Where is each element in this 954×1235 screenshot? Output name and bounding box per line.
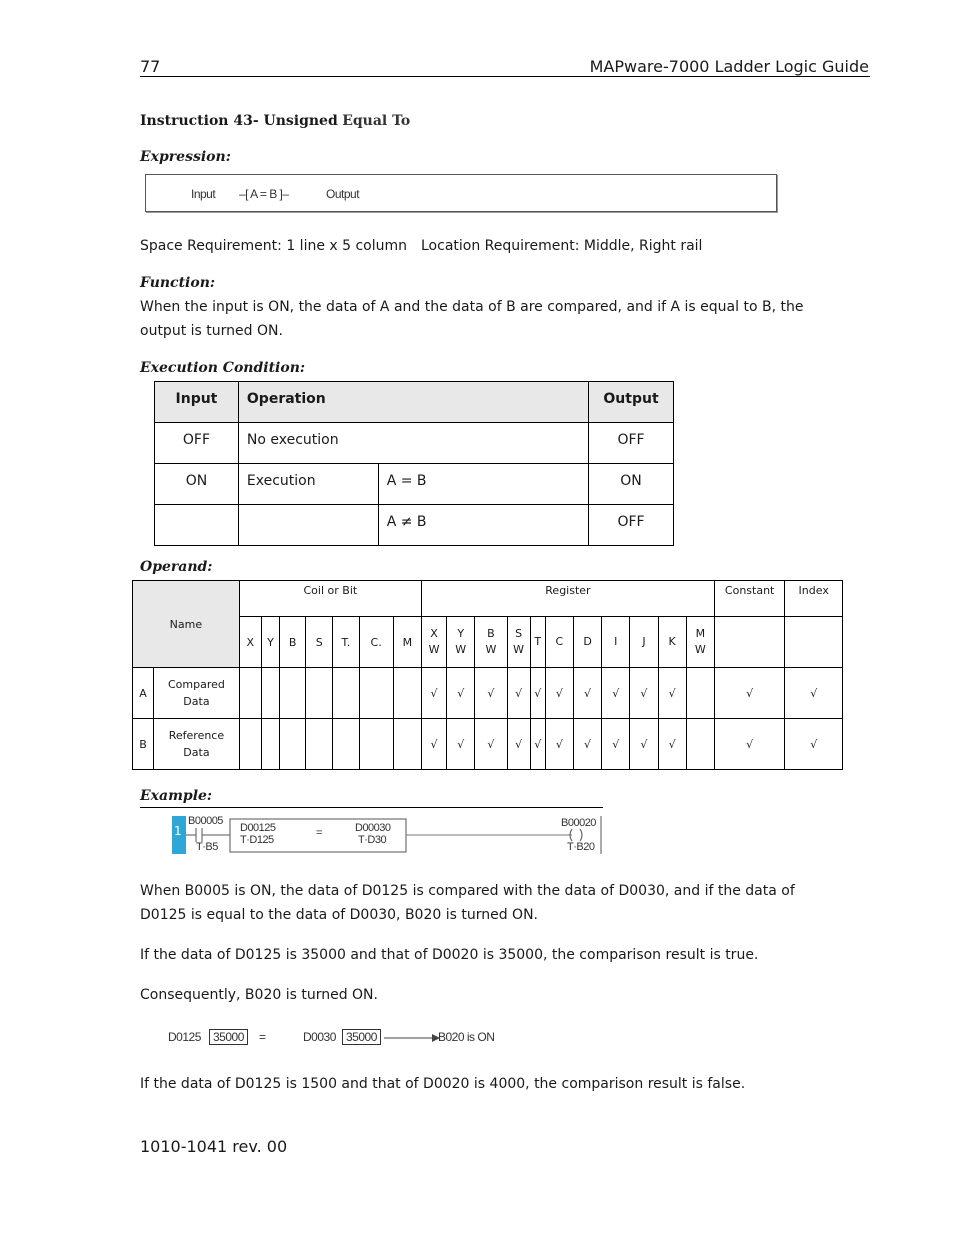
operand-register-col: K	[658, 617, 686, 668]
operand-index-cell: √	[785, 719, 843, 770]
operand-index-cell: √	[785, 668, 843, 719]
exec-header-row	[155, 382, 674, 423]
operand-register-col: Y W	[447, 617, 475, 668]
operand-register-cell: √	[658, 668, 686, 719]
operand-b-tag: T·D30	[358, 834, 387, 846]
comparison-figure	[168, 1028, 508, 1048]
exec-header-input: Input	[155, 382, 239, 423]
operand-register-cell: √	[447, 719, 475, 770]
operand-coil-col: Y	[261, 617, 279, 668]
comparison-b-value: 35000	[342, 1029, 381, 1045]
exec-operation	[238, 505, 378, 546]
example-label: Example:	[140, 788, 213, 804]
operand-coil-cell	[239, 668, 261, 719]
operand-register-col: D	[573, 617, 601, 668]
table-row	[133, 668, 843, 719]
exec-input: ON	[155, 464, 239, 505]
operand-coil-col: T.	[333, 617, 359, 668]
operand-register-cell: √	[545, 719, 573, 770]
operand-name-header: Name	[133, 581, 240, 668]
exec-header-operation: Operation	[238, 382, 588, 423]
table-row	[155, 464, 674, 505]
table-row	[155, 505, 674, 546]
coil-address: B00020	[561, 817, 596, 829]
operand-coil-cell	[359, 668, 393, 719]
operand-constant-cell: √	[714, 719, 784, 770]
operand-register-cell: √	[530, 719, 545, 770]
operand-coil-cell	[280, 719, 306, 770]
operand-register-cell: √	[545, 668, 573, 719]
instruction-title-bold: Instruction 43- Unsigned	[140, 113, 338, 129]
arrow-right-icon	[384, 1032, 440, 1044]
operand-label: Operand:	[140, 559, 213, 575]
operand-coil-cell	[333, 668, 359, 719]
function-text-line2: output is turned ON.	[140, 323, 283, 339]
operand-coil-cell	[333, 719, 359, 770]
operand-register-col: S W	[507, 617, 530, 668]
execution-condition-table	[154, 381, 674, 546]
operand-register-cell: √	[447, 668, 475, 719]
operand-row-id: B	[133, 719, 154, 770]
comparison-operator: =	[259, 1030, 266, 1044]
operand-table	[132, 580, 843, 770]
expression-output: Output	[326, 187, 360, 201]
operand-row-name: Compared Data	[154, 668, 240, 719]
operand-register-cell: √	[507, 719, 530, 770]
exec-output: OFF	[589, 505, 674, 546]
ladder-rung-graphic	[170, 814, 604, 856]
operand-coil-cell	[261, 668, 279, 719]
operand-register-cell: √	[630, 719, 658, 770]
operand-register-cell: √	[475, 668, 507, 719]
operand-coil-cell	[393, 668, 421, 719]
exec-header-output: Output	[589, 382, 674, 423]
operand-register-col: X W	[421, 617, 446, 668]
function-label: Function:	[140, 275, 216, 291]
operand-register-cell: √	[507, 668, 530, 719]
execution-condition-label: Execution Condition:	[140, 360, 306, 376]
operand-coil-cell	[280, 668, 306, 719]
operand-register-cell: √	[573, 668, 601, 719]
example-rule	[140, 807, 603, 808]
comparison-result: B020 is ON	[438, 1030, 495, 1044]
coil-tag: T·B20	[567, 841, 595, 853]
operand-a-address: D00125	[240, 822, 276, 834]
comparison-b-label: D0030	[303, 1030, 336, 1044]
operand-register-col: J	[630, 617, 658, 668]
paragraph-4: If the data of D0125 is 1500 and that of D0020 is 4000, the comparison result is false.	[140, 1076, 746, 1092]
operand-coil-cell	[239, 719, 261, 770]
operand-row-id: A	[133, 668, 154, 719]
operand-group-register: Register	[421, 581, 714, 617]
exec-output: OFF	[589, 423, 674, 464]
operand-group-row	[133, 581, 843, 617]
footer-doc-number: 1010-1041 rev. 00	[140, 1137, 288, 1156]
operand-register-col: T	[530, 617, 545, 668]
space-requirement: Space Requirement: 1 line x 5 column	[140, 238, 408, 254]
instruction-title	[140, 113, 410, 129]
operand-register-cell	[686, 719, 714, 770]
function-text-line1: When the input is ON, the data of A and the data of B are compared, and if A is equal to B, the	[140, 299, 804, 315]
operand-register-cell: √	[602, 668, 630, 719]
operand-a-tag: T·D125	[240, 834, 274, 846]
comparison-a-label: D0125	[168, 1030, 201, 1044]
contact-address: B00005	[188, 815, 223, 827]
operand-coil-cell	[393, 719, 421, 770]
operand-constant-cell: √	[714, 668, 784, 719]
operand-coil-col: X	[239, 617, 261, 668]
operand-register-col: B W	[475, 617, 507, 668]
exec-output: ON	[589, 464, 674, 505]
exec-operation: Execution	[238, 464, 378, 505]
operand-subheader-row	[133, 617, 843, 668]
operand-register-col: M W	[686, 617, 714, 668]
operand-row-name: Reference Data	[154, 719, 240, 770]
location-requirement: Location Requirement: Middle, Right rail	[421, 238, 703, 254]
instruction-title-rest: Equal To	[342, 113, 411, 129]
table-row	[133, 719, 843, 770]
expression-label: Expression:	[140, 149, 231, 165]
page-number: 77	[140, 57, 161, 76]
operand-coil-col: M	[393, 617, 421, 668]
expression-input: Input	[191, 187, 216, 201]
operand-coil-cell	[261, 719, 279, 770]
exec-condition: A ≠ B	[378, 505, 588, 546]
operand-group-index: Index	[785, 581, 843, 617]
paragraph-1-line1: When B0005 is ON, the data of D0125 is compared with the data of D0030, and if the data of	[140, 883, 795, 899]
paragraph-3: Consequently, B020 is turned ON.	[140, 987, 378, 1003]
example-operator: =	[316, 827, 322, 839]
operand-register-cell: √	[530, 668, 545, 719]
operand-coil-col: S	[306, 617, 333, 668]
operand-register-cell: √	[602, 719, 630, 770]
operand-constant-blank	[714, 617, 784, 668]
operand-register-cell: √	[475, 719, 507, 770]
operand-register-cell: √	[630, 668, 658, 719]
expression-box	[145, 174, 777, 212]
exec-operation: No execution	[238, 423, 588, 464]
paragraph-2: If the data of D0125 is 35000 and that of D0020 is 35000, the comparison result is true.	[140, 947, 759, 963]
table-row	[155, 423, 674, 464]
example-ladder-figure	[170, 814, 604, 856]
comparison-a-value: 35000	[209, 1029, 248, 1045]
operand-coil-cell	[306, 668, 333, 719]
operand-register-cell: √	[421, 668, 446, 719]
operand-group-coil: Coil or Bit	[239, 581, 421, 617]
exec-input: OFF	[155, 423, 239, 464]
guide-title: MAPware-7000 Ladder Logic Guide	[589, 57, 869, 76]
expression-symbol: –[ A = B ]–	[239, 187, 289, 201]
operand-coil-cell	[359, 719, 393, 770]
operand-register-cell: √	[658, 719, 686, 770]
paragraph-1-line2: D0125 is equal to the data of D0030, B020 is turned ON.	[140, 907, 539, 923]
operand-b-address: D00030	[355, 822, 391, 834]
operand-register-cell: √	[421, 719, 446, 770]
operand-register-cell: √	[573, 719, 601, 770]
contact-tag: T·B5	[196, 841, 218, 853]
operand-register-col: C	[545, 617, 573, 668]
operand-group-constant: Constant	[714, 581, 784, 617]
operand-index-blank	[785, 617, 843, 668]
operand-coil-col: C.	[359, 617, 393, 668]
exec-input	[155, 505, 239, 546]
operand-coil-col: B	[280, 617, 306, 668]
rung-number: 1	[174, 824, 182, 838]
header-rule	[140, 76, 870, 77]
operand-register-cell	[686, 668, 714, 719]
operand-register-col: I	[602, 617, 630, 668]
exec-condition: A = B	[378, 464, 588, 505]
operand-coil-cell	[306, 719, 333, 770]
